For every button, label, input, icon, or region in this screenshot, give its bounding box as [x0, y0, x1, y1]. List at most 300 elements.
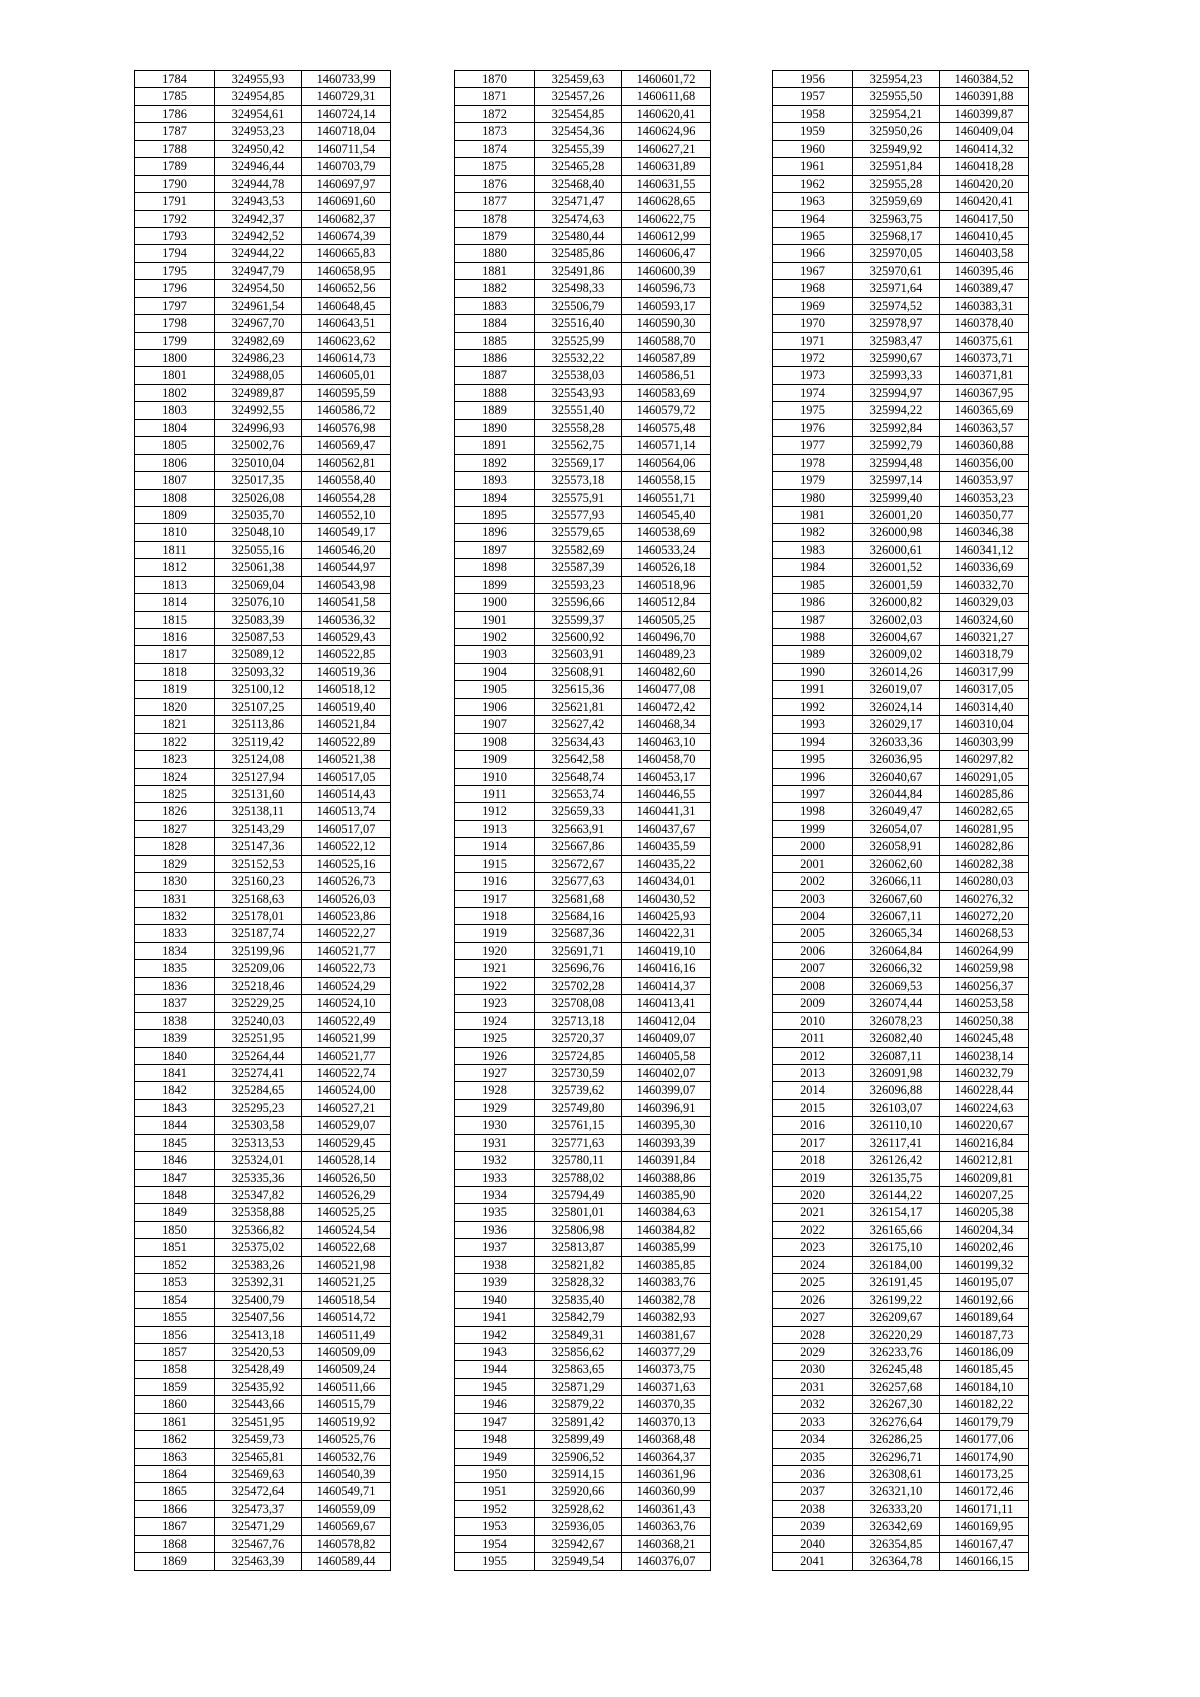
table-row — [455, 977, 711, 994]
point-number-cell: 1825 — [135, 785, 215, 802]
y-coordinate-cell: 1460605,01 — [302, 367, 391, 384]
point-number-cell: 1838 — [135, 1012, 215, 1029]
table-row — [773, 908, 1029, 925]
x-coordinate-cell: 326117,41 — [853, 1134, 940, 1151]
y-coordinate-cell: 1460417,50 — [940, 210, 1029, 227]
x-coordinate-cell: 325199,96 — [215, 942, 302, 959]
x-coordinate-cell: 325562,75 — [535, 437, 622, 454]
x-coordinate-cell: 324992,55 — [215, 402, 302, 419]
coordinates-table-middle — [454, 70, 711, 1571]
y-coordinate-cell: 1460596,73 — [622, 280, 711, 297]
point-number-cell: 1927 — [455, 1064, 535, 1081]
table-row — [135, 71, 391, 88]
x-coordinate-cell: 326296,71 — [853, 1448, 940, 1465]
x-coordinate-cell: 325978,97 — [853, 315, 940, 332]
table-row — [135, 1518, 391, 1535]
point-number-cell: 1891 — [455, 437, 535, 454]
table-row — [773, 1117, 1029, 1134]
point-number-cell: 1831 — [135, 890, 215, 907]
table-row — [773, 1378, 1029, 1395]
x-coordinate-cell: 325113,86 — [215, 716, 302, 733]
x-coordinate-cell: 326036,95 — [853, 751, 940, 768]
y-coordinate-cell: 1460361,43 — [622, 1500, 711, 1517]
y-coordinate-cell: 1460388,86 — [622, 1169, 711, 1186]
y-coordinate-cell: 1460523,86 — [302, 908, 391, 925]
x-coordinate-cell: 326096,88 — [853, 1082, 940, 1099]
point-number-cell: 1786 — [135, 105, 215, 122]
point-number-cell: 2017 — [773, 1134, 853, 1151]
point-number-cell: 1826 — [135, 803, 215, 820]
table-row — [135, 995, 391, 1012]
x-coordinate-cell: 325994,22 — [853, 402, 940, 419]
table-row — [135, 384, 391, 401]
point-number-cell: 1868 — [135, 1535, 215, 1552]
x-coordinate-cell: 325055,16 — [215, 541, 302, 558]
table-row — [455, 663, 711, 680]
point-number-cell: 1968 — [773, 280, 853, 297]
table-row — [135, 1256, 391, 1273]
y-coordinate-cell: 1460385,99 — [622, 1239, 711, 1256]
y-coordinate-cell: 1460526,03 — [302, 890, 391, 907]
y-coordinate-cell: 1460282,86 — [940, 838, 1029, 855]
point-number-cell: 1835 — [135, 960, 215, 977]
point-number-cell: 1828 — [135, 838, 215, 855]
table-row — [135, 1082, 391, 1099]
point-number-cell: 1941 — [455, 1309, 535, 1326]
x-coordinate-cell: 325663,91 — [535, 820, 622, 837]
y-coordinate-cell: 1460606,47 — [622, 245, 711, 262]
y-coordinate-cell: 1460370,35 — [622, 1396, 711, 1413]
point-number-cell: 1850 — [135, 1221, 215, 1238]
y-coordinate-cell: 1460578,82 — [302, 1535, 391, 1552]
x-coordinate-cell: 326004,67 — [853, 629, 940, 646]
point-number-cell: 1793 — [135, 227, 215, 244]
y-coordinate-cell: 1460403,58 — [940, 245, 1029, 262]
x-coordinate-cell: 325696,76 — [535, 960, 622, 977]
point-number-cell: 1833 — [135, 925, 215, 942]
table-row — [455, 524, 711, 541]
point-number-cell: 1822 — [135, 733, 215, 750]
x-coordinate-cell: 324982,69 — [215, 332, 302, 349]
x-coordinate-cell: 326364,78 — [853, 1553, 940, 1570]
y-coordinate-cell: 1460414,32 — [940, 140, 1029, 157]
y-coordinate-cell: 1460368,48 — [622, 1431, 711, 1448]
table-row — [455, 402, 711, 419]
table-row — [773, 995, 1029, 1012]
x-coordinate-cell: 325593,23 — [535, 576, 622, 593]
point-number-cell: 1943 — [455, 1343, 535, 1360]
x-coordinate-cell: 325147,36 — [215, 838, 302, 855]
point-number-cell: 1905 — [455, 681, 535, 698]
y-coordinate-cell: 1460569,67 — [302, 1518, 391, 1535]
table-row — [773, 768, 1029, 785]
point-number-cell: 1999 — [773, 820, 853, 837]
y-coordinate-cell: 1460297,82 — [940, 751, 1029, 768]
table-row — [455, 611, 711, 628]
point-number-cell: 1842 — [135, 1082, 215, 1099]
x-coordinate-cell: 326014,26 — [853, 663, 940, 680]
point-number-cell: 1986 — [773, 594, 853, 611]
table-row — [773, 280, 1029, 297]
point-number-cell: 1846 — [135, 1152, 215, 1169]
y-coordinate-cell: 1460489,23 — [622, 646, 711, 663]
point-number-cell: 1880 — [455, 245, 535, 262]
point-number-cell: 1872 — [455, 105, 535, 122]
point-number-cell: 1843 — [135, 1099, 215, 1116]
y-coordinate-cell: 1460521,38 — [302, 751, 391, 768]
point-number-cell: 1987 — [773, 611, 853, 628]
point-number-cell: 1976 — [773, 419, 853, 436]
table-row — [135, 1431, 391, 1448]
x-coordinate-cell: 325491,86 — [535, 262, 622, 279]
table-row — [455, 576, 711, 593]
x-coordinate-cell: 326001,52 — [853, 559, 940, 576]
table-row — [135, 942, 391, 959]
x-coordinate-cell: 325992,84 — [853, 419, 940, 436]
table-row — [135, 227, 391, 244]
point-number-cell: 1792 — [135, 210, 215, 227]
y-coordinate-cell: 1460173,25 — [940, 1466, 1029, 1483]
x-coordinate-cell: 325400,79 — [215, 1291, 302, 1308]
point-number-cell: 2014 — [773, 1082, 853, 1099]
point-number-cell: 1978 — [773, 454, 853, 471]
table-row — [455, 541, 711, 558]
x-coordinate-cell: 325761,15 — [535, 1117, 622, 1134]
table-row — [135, 1221, 391, 1238]
point-number-cell: 2023 — [773, 1239, 853, 1256]
point-number-cell: 1962 — [773, 175, 853, 192]
point-number-cell: 1856 — [135, 1326, 215, 1343]
table-row — [455, 1553, 711, 1570]
point-number-cell: 1800 — [135, 350, 215, 367]
y-coordinate-cell: 1460204,34 — [940, 1221, 1029, 1238]
table-row — [773, 1518, 1029, 1535]
point-number-cell: 1852 — [135, 1256, 215, 1273]
y-coordinate-cell: 1460179,79 — [940, 1413, 1029, 1430]
point-number-cell: 1981 — [773, 506, 853, 523]
table-row — [135, 855, 391, 872]
y-coordinate-cell: 1460509,24 — [302, 1361, 391, 1378]
table-row — [135, 506, 391, 523]
x-coordinate-cell: 325599,37 — [535, 611, 622, 628]
y-coordinate-cell: 1460364,37 — [622, 1448, 711, 1465]
y-coordinate-cell: 1460361,96 — [622, 1466, 711, 1483]
y-coordinate-cell: 1460393,39 — [622, 1134, 711, 1151]
x-coordinate-cell: 324943,53 — [215, 193, 302, 210]
table-row — [135, 559, 391, 576]
point-number-cell: 2035 — [773, 1448, 853, 1465]
y-coordinate-cell: 1460409,07 — [622, 1030, 711, 1047]
x-coordinate-cell: 326220,29 — [853, 1326, 940, 1343]
table-row — [135, 1413, 391, 1430]
x-coordinate-cell: 326044,84 — [853, 785, 940, 802]
x-coordinate-cell: 325600,92 — [535, 629, 622, 646]
x-coordinate-cell: 325465,81 — [215, 1448, 302, 1465]
table-row — [135, 262, 391, 279]
table-row — [135, 472, 391, 489]
x-coordinate-cell: 325780,11 — [535, 1152, 622, 1169]
point-number-cell: 1809 — [135, 506, 215, 523]
table-row — [135, 629, 391, 646]
point-number-cell: 1788 — [135, 140, 215, 157]
table-row — [773, 751, 1029, 768]
table-row — [455, 1518, 711, 1535]
x-coordinate-cell: 325677,63 — [535, 873, 622, 890]
x-coordinate-cell: 325587,39 — [535, 559, 622, 576]
point-number-cell: 2018 — [773, 1152, 853, 1169]
y-coordinate-cell: 1460281,95 — [940, 820, 1029, 837]
point-number-cell: 1967 — [773, 262, 853, 279]
y-coordinate-cell: 1460282,38 — [940, 855, 1029, 872]
y-coordinate-cell: 1460549,71 — [302, 1483, 391, 1500]
table-row — [135, 1326, 391, 1343]
y-coordinate-cell: 1460536,32 — [302, 611, 391, 628]
y-coordinate-cell: 1460505,25 — [622, 611, 711, 628]
table-row — [773, 594, 1029, 611]
point-number-cell: 1990 — [773, 663, 853, 680]
y-coordinate-cell: 1460416,16 — [622, 960, 711, 977]
table-row — [773, 297, 1029, 314]
y-coordinate-cell: 1460385,90 — [622, 1187, 711, 1204]
x-coordinate-cell: 325002,76 — [215, 437, 302, 454]
point-number-cell: 1821 — [135, 716, 215, 733]
table-row — [135, 1064, 391, 1081]
table-row — [135, 611, 391, 628]
y-coordinate-cell: 1460353,23 — [940, 489, 1029, 506]
x-coordinate-cell: 325218,46 — [215, 977, 302, 994]
x-coordinate-cell: 325383,26 — [215, 1256, 302, 1273]
point-number-cell: 2027 — [773, 1309, 853, 1326]
point-number-cell: 2033 — [773, 1413, 853, 1430]
y-coordinate-cell: 1460412,04 — [622, 1012, 711, 1029]
y-coordinate-cell: 1460434,01 — [622, 873, 711, 890]
point-number-cell: 1901 — [455, 611, 535, 628]
point-number-cell: 1926 — [455, 1047, 535, 1064]
table-row — [455, 733, 711, 750]
table-row — [455, 838, 711, 855]
x-coordinate-cell: 326342,69 — [853, 1518, 940, 1535]
y-coordinate-cell: 1460437,67 — [622, 820, 711, 837]
point-number-cell: 1918 — [455, 908, 535, 925]
table-row — [773, 1326, 1029, 1343]
x-coordinate-cell: 325465,28 — [535, 158, 622, 175]
x-coordinate-cell: 326000,61 — [853, 541, 940, 558]
y-coordinate-cell: 1460611,68 — [622, 88, 711, 105]
table-row — [455, 454, 711, 471]
y-coordinate-cell: 1460729,31 — [302, 88, 391, 105]
y-coordinate-cell: 1460371,81 — [940, 367, 1029, 384]
point-number-cell: 1971 — [773, 332, 853, 349]
table-row — [135, 210, 391, 227]
y-coordinate-cell: 1460522,68 — [302, 1239, 391, 1256]
y-coordinate-cell: 1460385,85 — [622, 1256, 711, 1273]
table-row — [135, 890, 391, 907]
y-coordinate-cell: 1460525,76 — [302, 1431, 391, 1448]
x-coordinate-cell: 325558,28 — [535, 419, 622, 436]
point-number-cell: 1937 — [455, 1239, 535, 1256]
x-coordinate-cell: 325152,53 — [215, 855, 302, 872]
x-coordinate-cell: 325951,84 — [853, 158, 940, 175]
y-coordinate-cell: 1460365,69 — [940, 402, 1029, 419]
x-coordinate-cell: 324996,93 — [215, 419, 302, 436]
y-coordinate-cell: 1460371,63 — [622, 1378, 711, 1395]
table-row — [455, 559, 711, 576]
table-row — [773, 890, 1029, 907]
point-number-cell: 1855 — [135, 1309, 215, 1326]
x-coordinate-cell: 325949,92 — [853, 140, 940, 157]
x-coordinate-cell: 325920,66 — [535, 1483, 622, 1500]
y-coordinate-cell: 1460518,54 — [302, 1291, 391, 1308]
x-coordinate-cell: 325577,93 — [535, 506, 622, 523]
point-number-cell: 1983 — [773, 541, 853, 558]
table-row — [135, 315, 391, 332]
y-coordinate-cell: 1460631,89 — [622, 158, 711, 175]
y-coordinate-cell: 1460376,07 — [622, 1553, 711, 1570]
x-coordinate-cell: 325335,36 — [215, 1169, 302, 1186]
point-number-cell: 1829 — [135, 855, 215, 872]
table-row — [773, 925, 1029, 942]
x-coordinate-cell: 324953,23 — [215, 123, 302, 140]
y-coordinate-cell: 1460587,89 — [622, 350, 711, 367]
point-number-cell: 1919 — [455, 925, 535, 942]
table-row — [455, 1413, 711, 1430]
table-row — [135, 576, 391, 593]
table-row — [773, 1553, 1029, 1570]
y-coordinate-cell: 1460514,43 — [302, 785, 391, 802]
y-coordinate-cell: 1460733,99 — [302, 71, 391, 88]
point-number-cell: 1932 — [455, 1152, 535, 1169]
table-row — [455, 1483, 711, 1500]
point-number-cell: 1814 — [135, 594, 215, 611]
x-coordinate-cell: 325899,49 — [535, 1431, 622, 1448]
table-row — [773, 576, 1029, 593]
x-coordinate-cell: 326191,45 — [853, 1274, 940, 1291]
x-coordinate-cell: 325950,26 — [853, 123, 940, 140]
y-coordinate-cell: 1460192,66 — [940, 1291, 1029, 1308]
table-row — [455, 280, 711, 297]
x-coordinate-cell: 324955,93 — [215, 71, 302, 88]
y-coordinate-cell: 1460522,89 — [302, 733, 391, 750]
x-coordinate-cell: 325914,15 — [535, 1466, 622, 1483]
y-coordinate-cell: 1460551,71 — [622, 489, 711, 506]
point-number-cell: 1889 — [455, 402, 535, 419]
y-coordinate-cell: 1460256,37 — [940, 977, 1029, 994]
y-coordinate-cell: 1460526,18 — [622, 559, 711, 576]
x-coordinate-cell: 325480,44 — [535, 227, 622, 244]
x-coordinate-cell: 325274,41 — [215, 1064, 302, 1081]
point-number-cell: 1876 — [455, 175, 535, 192]
x-coordinate-cell: 325168,63 — [215, 890, 302, 907]
x-coordinate-cell: 325959,69 — [853, 193, 940, 210]
table-row — [135, 297, 391, 314]
y-coordinate-cell: 1460409,04 — [940, 123, 1029, 140]
y-coordinate-cell: 1460711,54 — [302, 140, 391, 157]
table-row — [455, 367, 711, 384]
point-number-cell: 1917 — [455, 890, 535, 907]
y-coordinate-cell: 1460458,70 — [622, 751, 711, 768]
x-coordinate-cell: 326333,20 — [853, 1500, 940, 1517]
table-row — [773, 506, 1029, 523]
point-number-cell: 2007 — [773, 960, 853, 977]
y-coordinate-cell: 1460346,38 — [940, 524, 1029, 541]
x-coordinate-cell: 325472,64 — [215, 1483, 302, 1500]
table-row — [455, 1239, 711, 1256]
point-number-cell: 1802 — [135, 384, 215, 401]
point-number-cell: 1915 — [455, 855, 535, 872]
point-number-cell: 1995 — [773, 751, 853, 768]
point-number-cell: 1801 — [135, 367, 215, 384]
x-coordinate-cell: 324954,85 — [215, 88, 302, 105]
table-row — [455, 1361, 711, 1378]
x-coordinate-cell: 325469,63 — [215, 1466, 302, 1483]
y-coordinate-cell: 1460691,60 — [302, 193, 391, 210]
point-number-cell: 1898 — [455, 559, 535, 576]
point-number-cell: 1940 — [455, 1291, 535, 1308]
table-row — [455, 768, 711, 785]
point-number-cell: 1894 — [455, 489, 535, 506]
table-row — [455, 227, 711, 244]
y-coordinate-cell: 1460564,06 — [622, 454, 711, 471]
point-number-cell: 1998 — [773, 803, 853, 820]
x-coordinate-cell: 325955,50 — [853, 88, 940, 105]
table-row — [455, 1134, 711, 1151]
point-number-cell: 1804 — [135, 419, 215, 436]
point-number-cell: 2024 — [773, 1256, 853, 1273]
x-coordinate-cell: 325443,66 — [215, 1396, 302, 1413]
x-coordinate-cell: 324954,50 — [215, 280, 302, 297]
x-coordinate-cell: 325131,60 — [215, 785, 302, 802]
table-row — [455, 995, 711, 1012]
y-coordinate-cell: 1460540,39 — [302, 1466, 391, 1483]
point-number-cell: 1819 — [135, 681, 215, 698]
table-row — [773, 960, 1029, 977]
point-number-cell: 1890 — [455, 419, 535, 436]
x-coordinate-cell: 325532,22 — [535, 350, 622, 367]
x-coordinate-cell: 326126,42 — [853, 1152, 940, 1169]
y-coordinate-cell: 1460517,05 — [302, 768, 391, 785]
x-coordinate-cell: 325366,82 — [215, 1221, 302, 1238]
x-coordinate-cell: 326058,91 — [853, 838, 940, 855]
point-number-cell: 2032 — [773, 1396, 853, 1413]
y-coordinate-cell: 1460521,77 — [302, 1047, 391, 1064]
table-row — [455, 437, 711, 454]
table-row — [135, 663, 391, 680]
point-number-cell: 1837 — [135, 995, 215, 1012]
x-coordinate-cell: 325240,03 — [215, 1012, 302, 1029]
y-coordinate-cell: 1460631,55 — [622, 175, 711, 192]
point-number-cell: 1989 — [773, 646, 853, 663]
y-coordinate-cell: 1460410,45 — [940, 227, 1029, 244]
x-coordinate-cell: 325928,62 — [535, 1500, 622, 1517]
point-number-cell: 1947 — [455, 1413, 535, 1430]
table-row — [135, 873, 391, 890]
x-coordinate-cell: 326002,03 — [853, 611, 940, 628]
point-number-cell: 1881 — [455, 262, 535, 279]
y-coordinate-cell: 1460391,84 — [622, 1152, 711, 1169]
y-coordinate-cell: 1460648,45 — [302, 297, 391, 314]
y-coordinate-cell: 1460382,93 — [622, 1309, 711, 1326]
point-number-cell: 1959 — [773, 123, 853, 140]
point-number-cell: 1982 — [773, 524, 853, 541]
table-row — [773, 472, 1029, 489]
x-coordinate-cell: 326245,48 — [853, 1361, 940, 1378]
y-coordinate-cell: 1460595,59 — [302, 384, 391, 401]
x-coordinate-cell: 325842,79 — [535, 1309, 622, 1326]
table-row — [773, 227, 1029, 244]
point-number-cell: 1815 — [135, 611, 215, 628]
table-row — [773, 681, 1029, 698]
point-number-cell: 1992 — [773, 698, 853, 715]
